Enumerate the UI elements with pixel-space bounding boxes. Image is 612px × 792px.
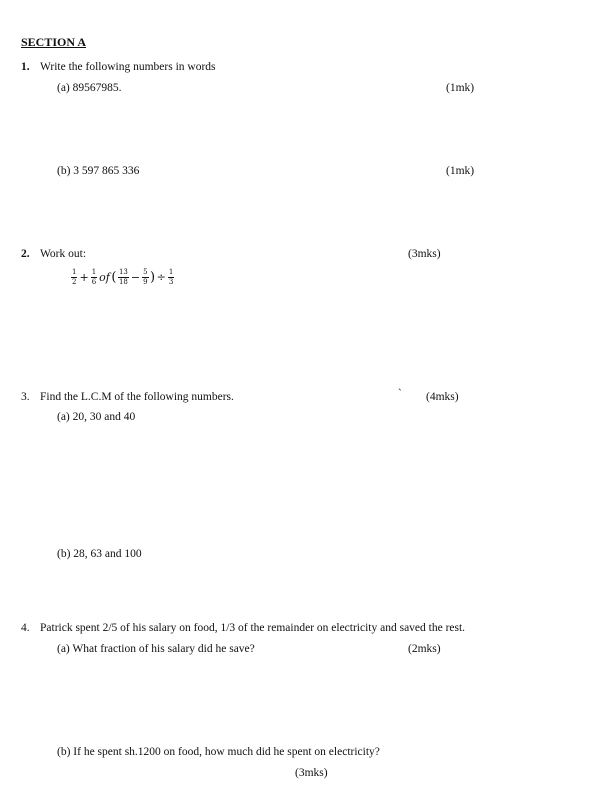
- question-1-text: Write the following numbers in words: [40, 61, 216, 73]
- fraction-five-ninths: $\frac{5}{9}$: [143, 267, 148, 286]
- question-4-number: 4.: [21, 622, 30, 634]
- question-2-expression: [70, 266, 175, 288]
- divide-sign: ÷: [156, 270, 166, 284]
- minus-sign: −: [130, 270, 141, 284]
- section-title: SECTION A: [21, 35, 87, 49]
- question-3b-text: (b) 28, 63 and 100: [57, 548, 142, 560]
- plus-sign: +: [79, 270, 89, 284]
- question-2-number: 2.: [21, 248, 30, 260]
- question-2-text: Work out:: [40, 248, 87, 260]
- of-word: of: [99, 270, 110, 284]
- question-3-text: Find the L.C.M of the following numbers.: [40, 391, 234, 403]
- fraction-one-half: $\frac{1}{2}$: [72, 267, 77, 286]
- question-4b-text: (b) If he spent sh.1200 on food, how much did he spent on electricity?: [57, 746, 380, 758]
- question-4b-marks: (3mks): [295, 767, 328, 779]
- question-3-number: 3.: [21, 391, 30, 403]
- question-1-number: 1.: [21, 61, 30, 73]
- question-1a-marks: (1mk): [446, 82, 475, 94]
- fraction-one-third: $\frac{1}{3}$: [168, 267, 174, 286]
- open-paren: (: [111, 269, 117, 285]
- question-4a-text: (a) What fraction of his salary did he save?: [57, 643, 255, 655]
- question-1a-text: (a) 89567985.: [57, 82, 122, 94]
- question-1b-marks: (1mk): [446, 165, 475, 177]
- question-4-text: Patrick spent 2/5 of his salary on food, 1/3 of the remainder on electricity and saved the rest.: [40, 622, 466, 634]
- question-4a-marks: (2mks): [408, 643, 441, 655]
- question-3a-text: (a) 20, 30 and 40: [57, 411, 136, 423]
- fraction-one-sixth: $\frac{1}{6}$: [91, 267, 97, 286]
- close-paren: ): [150, 269, 156, 285]
- question-2-marks: (3mks): [408, 248, 441, 260]
- question-1b-text: (b) 3 597 865 336: [57, 165, 140, 177]
- stray-mark: `: [398, 388, 402, 400]
- fraction-thirteen-eighteenths: $\frac{13}{18}$: [118, 267, 128, 286]
- question-3-marks: (4mks): [426, 391, 459, 403]
